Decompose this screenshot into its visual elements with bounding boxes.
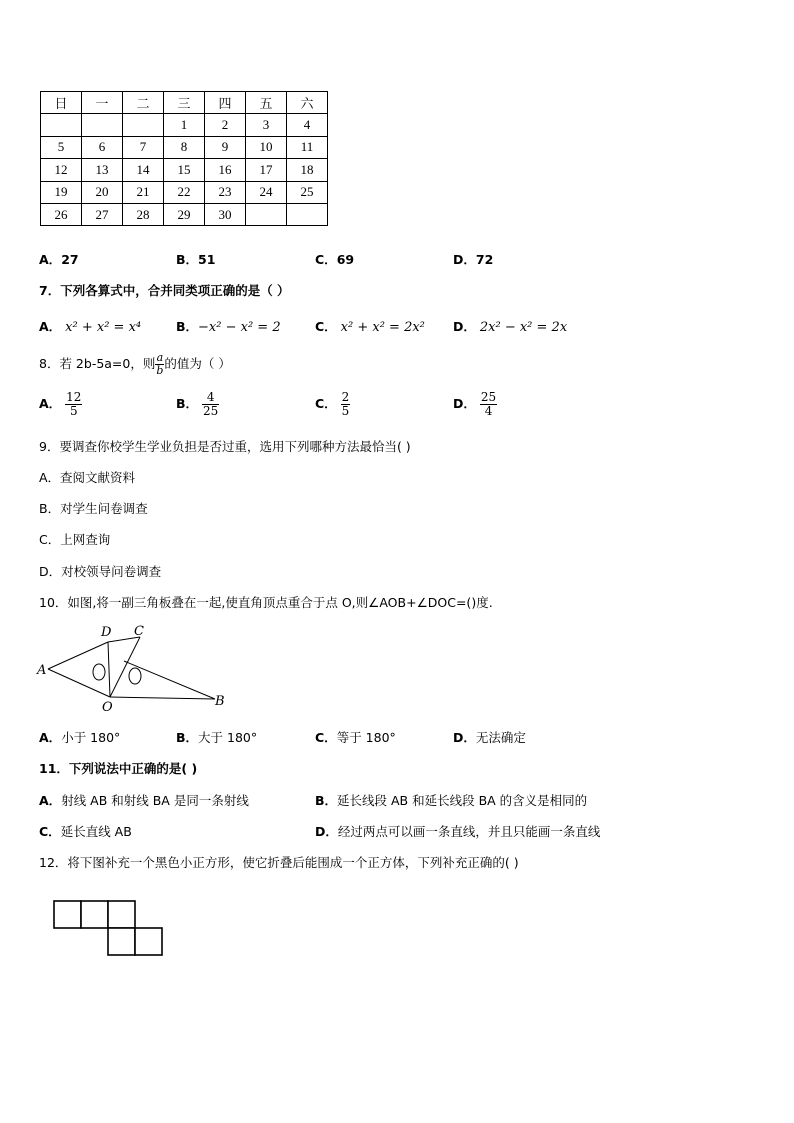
calendar-row xyxy=(41,181,328,203)
option-letter: A． xyxy=(39,793,62,808)
angle-mark-right xyxy=(129,668,141,684)
option-letter: D． xyxy=(453,396,476,411)
fraction-denominator: 5 xyxy=(341,404,350,418)
calendar-cell xyxy=(41,114,82,136)
label-O: O xyxy=(102,700,113,715)
option-text: 72 xyxy=(475,252,494,267)
option-text: 延长线段 AB 和延长线段 BA 的含义是相同的 xyxy=(337,793,588,808)
calendar-cell: 1 xyxy=(164,114,205,136)
calendar-cell: 18 xyxy=(287,159,328,181)
option-letter: D． xyxy=(453,252,476,267)
calendar-cell: 7 xyxy=(123,136,164,158)
q9-option-a: A．查阅文献资料 xyxy=(39,470,136,485)
option-letter: C． xyxy=(315,252,337,267)
net-square xyxy=(81,901,108,928)
q7-option-b xyxy=(176,317,281,335)
option-letter: D． xyxy=(315,824,338,839)
calendar-header-cell: 三 xyxy=(164,92,205,114)
option-letter: A． xyxy=(39,319,62,334)
q11-option-c xyxy=(39,822,132,840)
q10-option-c xyxy=(315,728,396,746)
q7-stem: 7．下列各算式中，合并同类项正确的是（ ） xyxy=(39,283,290,298)
option-math: −x² − x² = 2 xyxy=(198,320,281,335)
calendar-cell: 20 xyxy=(82,181,123,203)
calendar-cell: 3 xyxy=(246,114,287,136)
q8-option-b xyxy=(176,391,219,418)
q8-stem xyxy=(39,352,231,377)
calendar-cell: 2 xyxy=(205,114,246,136)
q6-option-c xyxy=(315,250,354,268)
calendar-cell xyxy=(123,114,164,136)
fraction xyxy=(341,391,351,418)
q6-option-d xyxy=(453,250,493,268)
q8-stem-pre: 8．若 2b-5a=0，则 xyxy=(39,356,156,371)
calendar-cell: 14 xyxy=(123,159,164,181)
q6-option-b xyxy=(176,250,215,268)
calendar-cell xyxy=(82,114,123,136)
option-letter: D． xyxy=(453,319,476,334)
calendar-cell: 11 xyxy=(287,136,328,158)
q8-option-d xyxy=(453,391,497,418)
fraction-numerator: 4 xyxy=(202,391,219,405)
q6-option-a xyxy=(39,250,79,268)
calendar-row xyxy=(41,159,328,181)
option-text: 射线 AB 和射线 BA 是同一条射线 xyxy=(61,793,249,808)
calendar-cell xyxy=(246,203,287,225)
calendar-cell: 6 xyxy=(82,136,123,158)
calendar-cell: 17 xyxy=(246,159,287,181)
q11-option-d xyxy=(315,822,600,840)
calendar-cell: 27 xyxy=(82,203,123,225)
q11-option-a xyxy=(39,791,249,809)
q8-stem-post: 的值为（ ） xyxy=(164,356,231,371)
q9-option-c: C．上网查询 xyxy=(39,532,111,547)
line-AO xyxy=(48,669,110,697)
option-text: 延长直线 AB xyxy=(60,824,132,839)
fraction xyxy=(65,391,82,418)
q9-option-b: B．对学生问卷调查 xyxy=(39,501,148,516)
option-letter: D． xyxy=(453,730,476,745)
calendar-cell: 19 xyxy=(41,181,82,203)
q10-option-a xyxy=(39,728,120,746)
option-text: 51 xyxy=(198,252,216,267)
angle-mark-left xyxy=(93,664,105,680)
calendar-row xyxy=(41,136,328,158)
calendar-cell: 28 xyxy=(123,203,164,225)
q7-option-c xyxy=(315,317,425,335)
fraction xyxy=(202,391,219,418)
calendar-header-cell: 五 xyxy=(246,92,287,114)
calendar-cell: 10 xyxy=(246,136,287,158)
calendar-cell: 26 xyxy=(41,203,82,225)
option-text: 小于 180° xyxy=(61,730,121,745)
q8-option-c xyxy=(315,391,350,418)
option-letter: A． xyxy=(39,396,62,411)
cube-net-diagram xyxy=(50,898,170,960)
q11-stem: 11．下列说法中正确的是( ) xyxy=(39,761,198,776)
fraction xyxy=(480,391,497,418)
option-letter: B． xyxy=(176,396,199,411)
line-CO xyxy=(110,637,140,697)
calendar-cell: 15 xyxy=(164,159,205,181)
q10-stem: 10．如图,将一副三角板叠在一起,使直角顶点重合于点 O,则∠AOB+∠DOC=()度. xyxy=(39,595,493,610)
calendar-cell: 9 xyxy=(205,136,246,158)
calendar-cell: 25 xyxy=(287,181,328,203)
calendar-header-cell: 日 xyxy=(41,92,82,114)
fraction-numerator: 12 xyxy=(66,390,82,404)
calendar-cell: 22 xyxy=(164,181,205,203)
calendar-cell: 13 xyxy=(82,159,123,181)
net-square xyxy=(54,901,81,928)
q7-option-d xyxy=(453,317,567,335)
calendar-cell: 16 xyxy=(205,159,246,181)
calendar-header-cell: 六 xyxy=(287,92,328,114)
calendar-row xyxy=(41,114,328,136)
option-math: 2x² − x² = 2x xyxy=(479,320,568,335)
line-AD xyxy=(48,642,108,669)
option-letter: C． xyxy=(315,730,337,745)
option-letter: C． xyxy=(315,396,337,411)
option-text: 无法确定 xyxy=(475,730,526,745)
q7-option-a xyxy=(39,317,141,335)
calendar-header-cell: 一 xyxy=(82,92,123,114)
fraction-numerator: 2 xyxy=(341,390,350,404)
calendar-cell: 5 xyxy=(41,136,82,158)
calendar-cell: 29 xyxy=(164,203,205,225)
net-square xyxy=(108,901,135,928)
option-letter: C． xyxy=(315,319,337,334)
calendar-table xyxy=(40,91,328,226)
label-B: B xyxy=(215,694,225,709)
q10-option-b xyxy=(176,728,257,746)
option-text: 69 xyxy=(336,252,355,267)
option-math: x² + x² = 2x² xyxy=(340,320,425,335)
option-text: 27 xyxy=(61,252,79,267)
triangle-diagram xyxy=(34,620,234,715)
calendar-header-cell: 二 xyxy=(123,92,164,114)
calendar-cell: 4 xyxy=(287,114,328,136)
net-square xyxy=(135,928,162,955)
calendar-cell xyxy=(287,203,328,225)
label-D: D xyxy=(101,625,112,640)
calendar-cell: 30 xyxy=(205,203,246,225)
option-letter: B． xyxy=(315,793,338,808)
calendar-cell: 8 xyxy=(164,136,205,158)
line-OB xyxy=(110,697,215,699)
q9-option-d: D．对校领导问卷调查 xyxy=(39,564,162,579)
calendar-row xyxy=(41,203,328,225)
q12-stem: 12．将下图补充一个黑色小正方形，使它折叠后能围成一个正方体，下列补充正确的( ) xyxy=(39,855,519,870)
calendar-cell: 23 xyxy=(205,181,246,203)
fraction-numerator: 25 xyxy=(480,390,497,404)
option-letter: C． xyxy=(39,824,61,839)
option-text: 经过两点可以画一条直线，并且只能画一条直线 xyxy=(337,824,601,839)
q10-option-d xyxy=(453,728,526,746)
calendar-cell: 12 xyxy=(41,159,82,181)
line-CB xyxy=(124,661,215,699)
calendar-header-row xyxy=(41,92,328,114)
fraction-denominator: 25 xyxy=(203,404,219,418)
label-A: A xyxy=(37,663,47,678)
fraction-denominator: 5 xyxy=(69,404,78,418)
fraction-denominator: b xyxy=(156,364,164,377)
fraction-denominator: 4 xyxy=(484,404,493,418)
option-letter: A． xyxy=(39,730,62,745)
option-letter: A． xyxy=(39,252,62,267)
label-C: C xyxy=(134,624,144,639)
option-letter: B． xyxy=(176,252,199,267)
q9-stem: 9．要调查你校学生学业负担是否过重，选用下列哪种方法最恰当( ) xyxy=(39,439,411,454)
q8-option-a xyxy=(39,391,82,418)
option-text: 等于 180° xyxy=(336,730,396,745)
q11-option-b xyxy=(315,791,587,809)
fraction-numerator: a xyxy=(156,351,164,364)
option-letter: B． xyxy=(176,319,199,334)
calendar-cell: 24 xyxy=(246,181,287,203)
calendar-header-cell: 四 xyxy=(205,92,246,114)
line-DO xyxy=(108,642,110,697)
option-math: x² + x² = x⁴ xyxy=(65,320,142,335)
calendar-cell: 21 xyxy=(123,181,164,203)
option-text: 大于 180° xyxy=(198,730,258,745)
option-letter: B． xyxy=(176,730,199,745)
net-square xyxy=(108,928,135,955)
